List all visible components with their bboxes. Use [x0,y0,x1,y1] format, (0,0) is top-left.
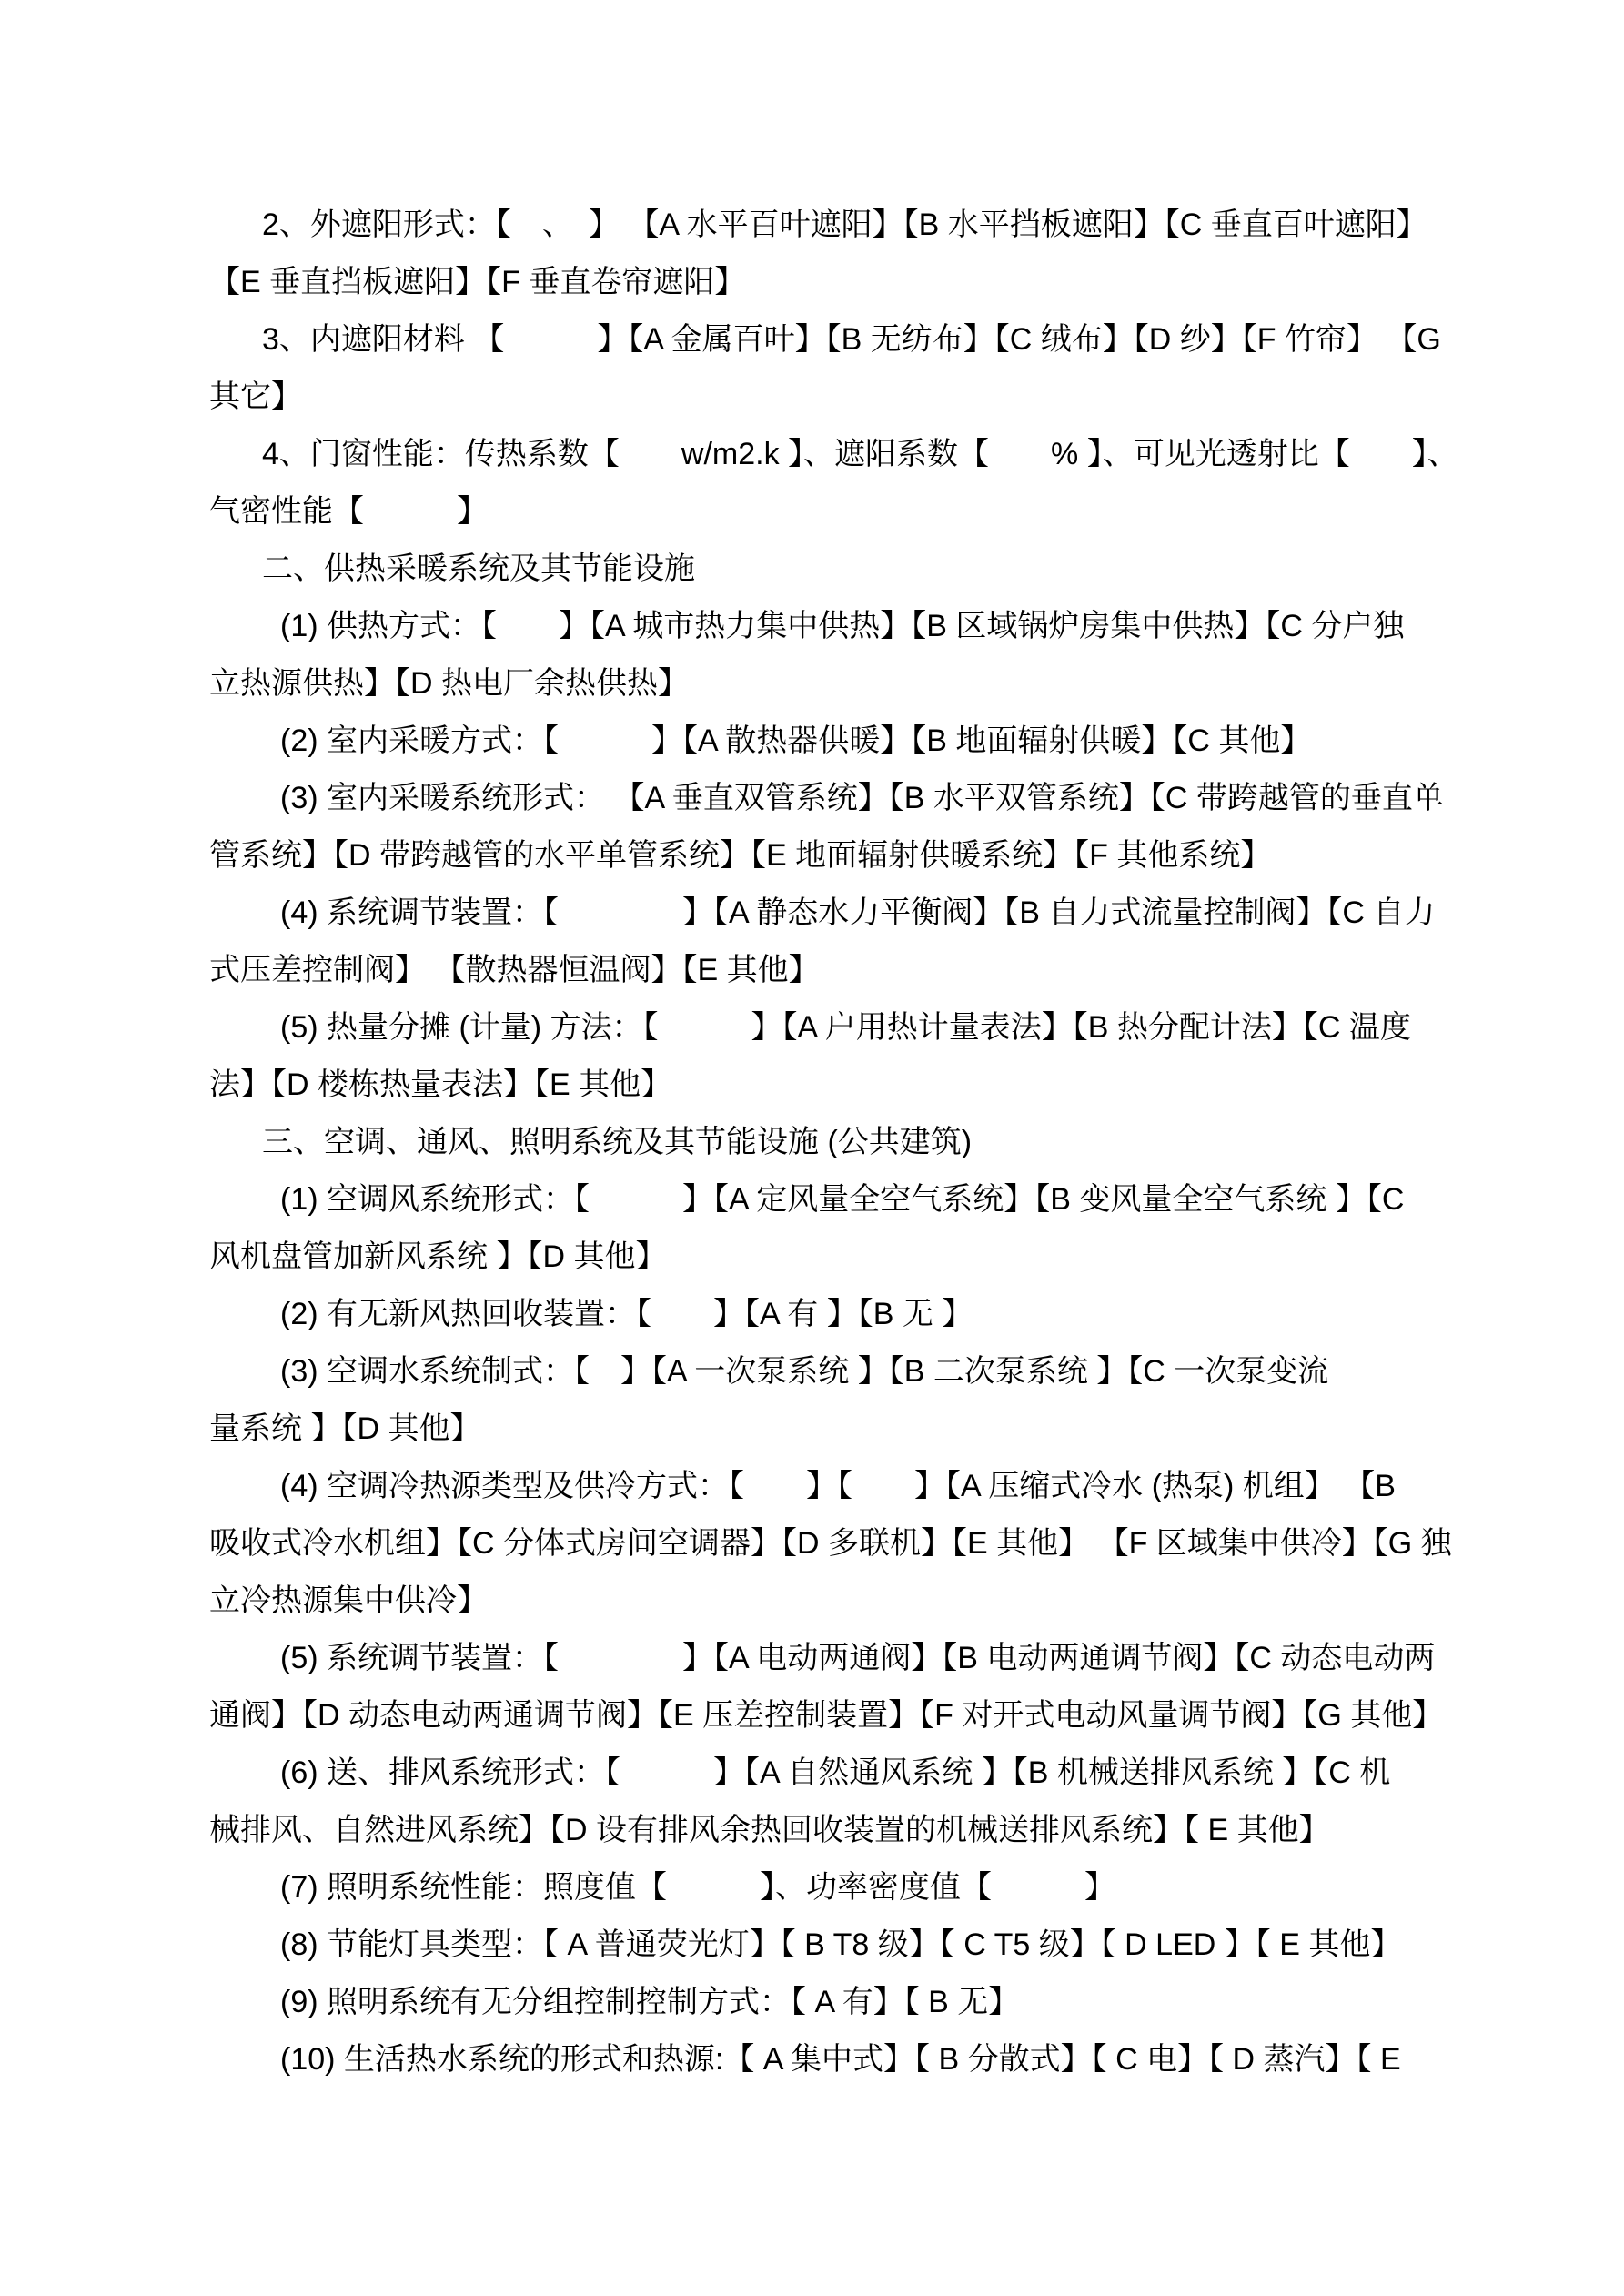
doc-line: 风机盘管加新风系统 】【D 其他】 [209,1239,667,1274]
doc-line: (5) 系统调节装置：【 】【A 电动两通阀】【B 电动两通调节阀】【C 动态电动两 [280,1641,1436,1675]
doc-line: (3) 室内采暖系统形式： 【A 垂直双管系统】【B 水平双管系统】【C 带跨越管的垂直单 [280,781,1444,815]
doc-line-section-heading: 三、空调、通风、照明系统及其节能设施 (公共建筑) [262,1125,973,1159]
doc-line: 式压差控制阀】 【散热器恒温阀】【E 其他】 [209,953,820,987]
doc-line: (4) 空调冷热源类型及供冷方式：【 】【 】【A 压缩式冷水 (热泵) 机组】 【B [280,1469,1396,1503]
doc-line: 4、门窗性能：传热系数【 w/m2.k 】、遮阳系数【 % 】、可见光透射比【 】、 [262,437,1458,471]
doc-line: 械排风、自然进风系统】【D 设有排风余热回收装置的机械送排风系统】【 E 其他】 [209,1813,1330,1847]
doc-line: 【E 垂直挡板遮阳】【F 垂直卷帘遮阳】 [209,265,746,299]
doc-line: 立冷热源集中供冷】 [209,1583,488,1618]
doc-line: 通阀】【D 动态电动两通调节阀】【E 压差控制装置】【F 对开式电动风量调节阀】【G 其他】 [209,1698,1444,1733]
doc-line: (1) 空调风系统形式：【 】【A 定风量全空气系统】【B 变风量全空气系统 】【C [280,1182,1405,1217]
doc-line: 吸收式冷水机组】【C 分体式房间空调器】【D 多联机】【E 其他】 【F 区域集中供冷】【G 独 [209,1526,1452,1561]
doc-line: 法】【D 楼栋热量表法】【E 其他】 [209,1067,672,1102]
doc-line-section-heading: 二、供热采暖系统及其节能设施 [262,551,695,586]
doc-line: (9) 照明系统有无分组控制控制方式：【 A 有】【 B 无】 [280,1985,1020,2019]
doc-line: (6) 送、排风系统形式：【 】【A 自然通风系统 】【B 机械送排风系统 】【C 机 [280,1755,1391,1790]
doc-line: (8) 节能灯具类型：【 A 普通荧光灯】【 B T8 级】【 C T5 级】【 D LED 】【 E 其他】 [280,1927,1402,1962]
doc-line: (3) 空调水系统制式：【 】【A 一次泵系统 】【B 二次泵系统 】【C 一次泵变流 [280,1354,1329,1389]
doc-line: 立热源供热】【D 热电厂余热供热】 [209,666,689,701]
doc-line: (2) 有无新风热回收装置：【 】【A 有 】【B 无 】 [280,1297,973,1331]
doc-line: (10) 生活热水系统的形式和热源:【 A 集中式】【 B 分散式】【 C 电】【 D 蒸汽】【 E [280,2042,1401,2077]
doc-line: 3、内遮阳材料 【 】【A 金属百叶】【B 无纺布】【C 绒布】【D 纱】【F 竹帘】 【G [262,322,1441,357]
doc-line: (5) 热量分摊 (计量) 方法：【 】【A 户用热计量表法】【B 热分配计法】【C 温度 [280,1010,1411,1045]
doc-line: 管系统】【D 带跨越管的水平单管系统】【E 地面辐射供暖系统】【F 其他系统】 [209,838,1272,873]
doc-line: 量系统 】【D 其他】 [209,1411,481,1446]
doc-line: (1) 供热方式：【 】【A 城市热力集中供热】【B 区域锅炉房集中供热】【C 分户独 [280,609,1405,643]
doc-line: (4) 系统调节装置：【 】【A 静态水力平衡阀】【B 自力式流量控制阀】【C 自力 [280,895,1436,930]
doc-line: (2) 室内采暖方式：【 】【A 散热器供暖】【B 地面辐射供暖】【C 其他】 [280,723,1312,758]
doc-line: 其它】 [209,379,302,414]
doc-line: (7) 照明系统性能：照度值【 】、功率密度值【 】 [280,1870,1115,1905]
doc-line: 气密性能【 】 [209,494,488,529]
document-body [209,197,1483,2089]
doc-line: 2、外遮阳形式：【 、 】 【A 水平百叶遮阳】【B 水平挡板遮阳】【C 垂直百叶遮阳】 [262,207,1427,242]
